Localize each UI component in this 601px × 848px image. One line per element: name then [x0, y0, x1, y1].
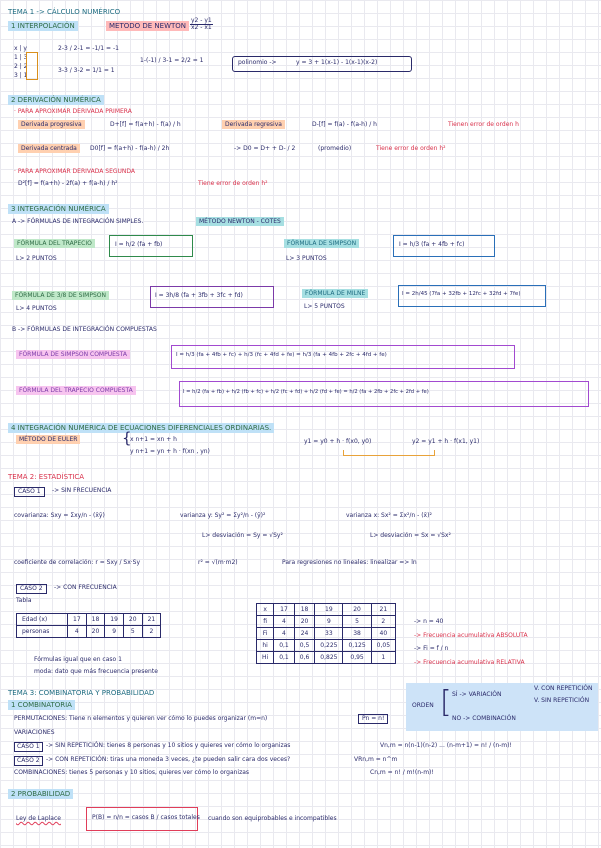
n40-note: -> n = 40 — [414, 618, 444, 625]
orden-si: SÍ -> VARIACIÓN — [452, 691, 502, 698]
table-cell: 0,125 — [343, 640, 371, 652]
case1-text: -> SIN FRECUENCIA — [52, 487, 112, 494]
nonlinear-note: Para regresiones no lineales: linealizar => ln — [282, 559, 417, 566]
var-case2-formula: VRn,m = n^m — [354, 756, 398, 763]
euler-title: MÉTODO DE EULER — [16, 437, 80, 443]
table-cell: 18 — [294, 604, 315, 616]
table-cell: 18 — [86, 614, 105, 626]
table-cell: 0,225 — [315, 640, 343, 652]
table-cell: 21 — [371, 604, 395, 616]
deriv-promedio: (promedio) — [318, 145, 352, 152]
simpson38-title: FÓRMULA DE 3/8 DE SIMPSON — [12, 293, 109, 299]
table-cell: 21 — [142, 614, 161, 626]
var-case1-formula: Vn,m = n(n-1)(n-2) ... (n-m+1) = n! / (n-m)! — [380, 742, 512, 749]
abs-note: -> Frecuencia acumulativa ABSOLUTA — [414, 632, 528, 639]
comb-formula: Cn,m = n! / m!(n-m)! — [370, 769, 434, 776]
integ-header: 3 INTEGRACIÓN NUMÉRICA — [8, 206, 109, 213]
euler-eq2: y n+1 = yn + h · f(xn , yn) — [130, 448, 210, 455]
deriv-centered: Derivada centrada — [18, 146, 80, 152]
simpson-comp-title: FÓRMULA DE SIMPSON COMPUESTA — [16, 352, 130, 358]
table-row — [17, 614, 161, 626]
case2-text: -> CON FRECUENCIA — [54, 584, 117, 591]
simpson-formula: I = h/3 (fa + 4fb + fc) — [399, 241, 465, 248]
con-rep: V. CON REPETICIÓN — [534, 685, 593, 692]
xy-table: x | y 1 | 3 2 | 2 3 | 1 — [14, 45, 28, 79]
variations: VARIACIONES — [14, 729, 55, 736]
simpson38-formula: I = 3h/8 (fa + 3fb + 3fc + fd) — [155, 292, 243, 299]
table-cell: 17 — [274, 604, 295, 616]
case1-label: CASO 1 — [14, 487, 45, 497]
table-cell: 19 — [105, 614, 124, 626]
integ-a-method: MÉTODO NEWTON - COTES — [196, 219, 284, 225]
deriv-progressive: Derivada progresiva — [18, 122, 85, 128]
euler-eq1: x n+1 = xn + h — [130, 436, 177, 443]
trap-points: L> 2 PUNTOS — [16, 255, 57, 262]
simpson-title: FÓRMULA DE SIMPSON — [284, 241, 359, 247]
trap-comp-formula: I = h/2 (fa + fb) + h/2 (fb + fc) + h/2 (fc + fd) + h/2 (fd + fe) = h/2 (fa + 2fb + 2fc + 2fd + fe) — [183, 389, 429, 395]
poly-label: polinomio -> — [238, 59, 277, 66]
deriv-err-h: Tienen error de orden h — [448, 121, 519, 128]
interp-step2: 3-3 / 3-2 = 1/1 = 1 — [58, 67, 115, 74]
rel-note: -> Frecuencia acumulativa RELATIVA — [414, 659, 525, 666]
simpson-comp-formula: I = h/3 (fa + 4fb + fc) + h/3 (fc + 4fd + fe) = h/3 (fa + 4fb + 2fc + 4fd + fe) — [176, 352, 387, 358]
table-cell: hi — [257, 640, 274, 652]
table-cell: x — [257, 604, 274, 616]
table-cell: Fi — [257, 628, 274, 640]
euler-brace: { — [122, 429, 132, 447]
table-cell: 24 — [294, 628, 315, 640]
newton-ratio: $\frac{y2 - y1}{x2 - x1}$ — [191, 17, 212, 31]
var-case1: CASO 1 — [14, 742, 43, 752]
milne-points: L> 5 PUNTOS — [304, 303, 345, 310]
ode-header: 4 INTEGRACIÓN NUMÉRICA DE ECUACIONES DIFERENCIALES ORDINARIAS. — [8, 425, 274, 432]
table-cell: 4 — [274, 628, 295, 640]
table-cell: 19 — [315, 604, 343, 616]
deriv-second-title: · PARA APROXIMAR DERIVADA SEGUNDA — [14, 168, 136, 175]
deriv-prog-formula: D+[f] = f(a+h) - f(a) / h — [110, 121, 181, 128]
var-case2-text: -> CON REPETICIÓN: tiras una moneda 3 veces, ¿te pueden salir cara dos veces? — [46, 756, 291, 763]
correlation: coeficiente de correlación: r = Sxy / Sx·Sy — [14, 559, 141, 566]
r-squared: r² = √(m·m2) — [198, 559, 238, 566]
table-cell: 0,5 — [294, 640, 315, 652]
table-cell: 38 — [343, 628, 371, 640]
variance-x: varianza x: Sx² = Σx²/n - (x̄)² — [346, 512, 432, 519]
trap-formula: I = h/2 (fa + fb) — [115, 241, 163, 248]
sd-x: L> desviación = Sx = √Sx² — [370, 532, 451, 539]
freq-table-right — [256, 603, 396, 664]
table-cell: 0,6 — [294, 652, 315, 664]
sd-y: L> desviación = Sy = √Sy² — [202, 532, 283, 539]
table-cell: 4 — [68, 626, 87, 638]
table-cell: 0,825 — [315, 652, 343, 664]
deriv-first-title: · PARA APROXIMAR DERIVADA PRIMERA — [14, 108, 132, 115]
table-cell: 0,05 — [371, 640, 395, 652]
covariance: covarianza: Sxy = Σxy/n - (x̄ȳ) — [14, 512, 105, 519]
table-cell: fi — [257, 616, 274, 628]
variance-y: varianza y: Sy² = Σy²/n - (ȳ)² — [180, 512, 266, 519]
tema1-title: TEMA 1 -> CÁLCULO NUMÉRICO — [8, 8, 121, 16]
table-cell: 0,1 — [274, 652, 295, 664]
tema2-title: TEMA 2: ESTADÍSTICA — [8, 473, 85, 481]
trap-title: FÓRMULA DEL TRAPECIO — [14, 241, 95, 247]
milne-formula: I = 2h/45 (7fa + 32fb + 12fc + 32fd + 7fe) — [402, 291, 521, 297]
table-cell: 17 — [68, 614, 87, 626]
interp-method: METODO DE NEWTON — [106, 23, 189, 30]
sin-rep: V. SIN REPETICIÓN — [534, 697, 590, 704]
laplace-note: cuando son equiprobables e incompatibles — [208, 815, 337, 822]
deriv-err-h2: Tiene error de orden h² — [376, 145, 446, 152]
note-moda: moda: dato que más frecuencia presente — [34, 668, 158, 675]
table-cell: 2 — [142, 626, 161, 638]
comb-header: 1 COMBINATORIA — [8, 702, 75, 709]
table-cell: 1 — [371, 652, 395, 664]
table-row — [257, 652, 396, 664]
note-formulas: Fórmulas igual que en caso 1 — [34, 656, 122, 663]
euler-link — [343, 450, 435, 456]
deriv-header: 2 DERIVACIÓN NUMÉRICA — [8, 97, 104, 104]
perm-formula: Pn = n! — [358, 714, 388, 724]
deriv-regressive: Derivada regresiva — [222, 122, 285, 128]
deriv-cent-formula: D0[f] = f(a+h) - f(a-h) / 2h — [90, 145, 170, 152]
euler-ex2: y2 = y1 + h · f(x1, y1) — [412, 438, 480, 445]
table-row — [257, 616, 396, 628]
table-cell: 33 — [315, 628, 343, 640]
permutations: PERMUTACIONES: Tiene n elementos y quieren ver cómo lo puedes organizar (m=n) — [14, 715, 268, 722]
euler-ex1: y1 = y0 + h · f(x0, y0) — [304, 438, 372, 445]
deriv-second-formula: D²[f] = f(a+h) - 2f(a) + f(a-h) / h² — [18, 180, 118, 187]
orden-bracket: [ — [440, 685, 452, 720]
fin-note: -> Fi = f / n — [414, 645, 449, 652]
laplace-label: Ley de Laplace — [16, 815, 61, 822]
table-cell: 9 — [315, 616, 343, 628]
interp-step1: 2-3 / 2-1 = -1/1 = -1 — [58, 45, 119, 52]
integ-b-label: B -> FÓRMULAS DE INTEGRACIÓN COMPUESTAS — [12, 326, 157, 333]
simpson38-points: L> 4 PUNTOS — [16, 305, 57, 312]
interp-header: 1 INTERPOLACIÓN — [8, 23, 78, 30]
polynomial: y = 3 + 1(x-1) - 1(x-1)(x-2) — [296, 59, 378, 66]
combinations: COMBINACIONES: tienes 5 personas y 10 sitios, quieres ver cómo lo organizas — [14, 769, 250, 776]
tema3-title: TEMA 3: COMBINATORIA Y PROBABILIDAD — [8, 689, 155, 697]
table-cell: 0,95 — [343, 652, 371, 664]
table-cell: 20 — [86, 626, 105, 638]
table-cell: 4 — [274, 616, 295, 628]
var-case1-text: -> SIN REPETICIÓN: tienes 8 personas y 10 sitios y quieres ver cómo lo organizas — [46, 742, 291, 749]
deriv-reg-formula: D-[f] = f(a) - f(a-h) / h — [312, 121, 377, 128]
table-cell: 20 — [294, 616, 315, 628]
table-cell: 5 — [123, 626, 142, 638]
var-case2: CASO 2 — [14, 756, 43, 766]
table-row — [17, 626, 161, 638]
interp-step3: 1-(-1) / 3-1 = 2/2 = 1 — [140, 57, 204, 64]
table-cell: 5 — [343, 616, 371, 628]
table-cell: Edad (x) — [17, 614, 68, 626]
table-cell: 0,1 — [274, 640, 295, 652]
milne-title: FÓRMULA DE MILNE — [302, 291, 368, 297]
y-highlight — [26, 52, 38, 80]
freq-table-left — [16, 613, 161, 638]
case2-label: CASO 2 — [16, 584, 47, 594]
table-cell: Hi — [257, 652, 274, 664]
table-row — [257, 628, 396, 640]
simpson-points: L> 3 PUNTOS — [286, 255, 327, 262]
integ-a-label: A -> FÓRMULAS DE INTEGRACIÓN SIMPLES. — [12, 218, 144, 225]
table-cell: 20 — [123, 614, 142, 626]
prob-header: 2 PROBABILIDAD — [8, 791, 73, 798]
table-row — [257, 640, 396, 652]
table-cell: personas — [17, 626, 68, 638]
table-cell: 9 — [105, 626, 124, 638]
trap-comp-title: FÓRMULA DEL TRAPECIO COMPUESTA — [16, 388, 136, 394]
tabla-label: Tabla — [16, 597, 32, 604]
table-row — [257, 604, 396, 616]
table-cell: 2 — [371, 616, 395, 628]
laplace-formula: P(B) = n/n = casos B / casos totales — [92, 814, 200, 821]
deriv-err-h2b: Tiene error de orden h² — [198, 180, 268, 187]
deriv-cent-formula2: -> D0 = D+ + D- / 2 — [234, 145, 296, 152]
table-cell: 40 — [371, 628, 395, 640]
orden-label: ORDEN — [412, 702, 434, 709]
orden-no: NO -> COMBINACIÓN — [452, 715, 516, 722]
table-cell: 20 — [343, 604, 371, 616]
